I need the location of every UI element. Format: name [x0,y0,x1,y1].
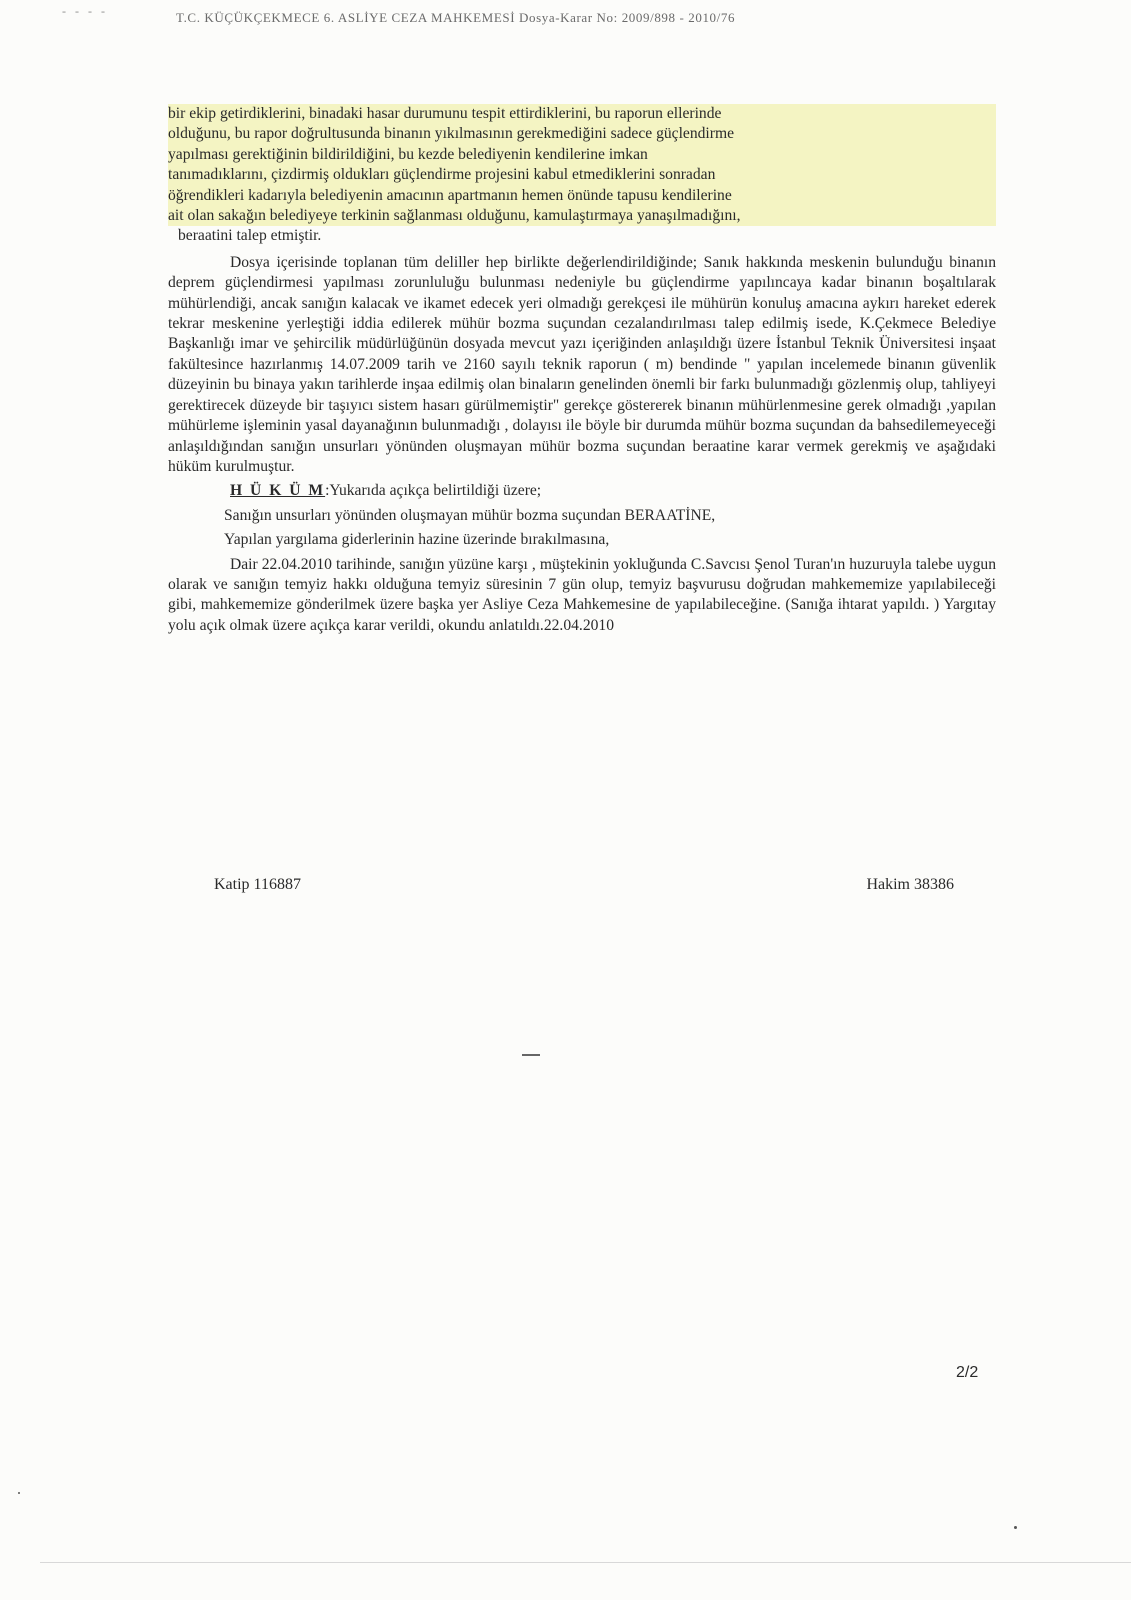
hukum-paragraph [168,481,996,501]
scan-corner-marks: - - - - [62,4,108,18]
scan-mark [522,1054,540,1056]
clerk-signature: Katip 116887 [214,876,301,893]
intro-line: tanımadıklarını, çizdirmiş oldukları güçlendirme projesini kabul etmediklerini sonradan [168,165,996,185]
hukum-text: :Yukarıda açıkça belirtildiği üzere; [325,482,542,500]
scan-speck [18,1492,20,1494]
document-header: T.C. KÜÇÜKÇEKMECE 6. ASLİYE CEZA MAHKEMESİ Dosya-Karar No: 2009/898 - 2010/76 [176,10,736,25]
intro-line: olduğunu, bu rapor doğrultusunda binanın yıkılmasının gerekmediğini sadece güçlendirme [168,124,996,144]
intro-paragraph [168,104,996,247]
intro-line: bir ekip getirdiklerini, binadaki hasar durumunu tespit ettirdiklerini, bu raporun ellerinde [168,104,996,124]
closing-paragraph: Dair 22.04.2010 tarihinde, sanığın yüzüne karşı , müştekinin yokluğunda C.Savcısı Şenol Turan'ın huzuruyla talebe uygun olarak ve sanığın temyiz hakkı olduğuna temyiz süresinin 7 gün olup, temyiz başvurusu doğrudan mahkememize yapılabileceği gibi, mahkememize gönderilmek üzere başka yer Asliye Ceza Mahkemesine de yapılabileceğine. (Sanığa ihtarat yapıldı. ) Yargıtay yolu açık olmak üzere açıkça karar verildi, okundu anlatıldı.22.04.2010 [168,555,996,634]
intro-line: öğrendikleri kadarıyla belediyenin amacının apartmanın hemen önünde tapusu kendilerine [168,186,996,206]
intro-line: ait olan sakağın belediyeye terkinin sağlanması olduğunu, kamulaştırmaya yanaşılmadığını, [168,206,996,226]
hukum-label: H Ü K Ü M [230,482,326,500]
document-body [168,104,996,636]
page-number: 2/2 [956,1364,979,1381]
intro-line: yapılması gerektiğinin bildirildiğini, bu kezde belediyenin kendilerine imkan [168,145,996,165]
verdict-acquittal: Sanığın unsurları yönünden oluşmayan mühür bozma suçundan BERAATİNE, [224,506,716,524]
intro-line: beraatini talep etmiştir. [178,227,322,245]
judge-signature: Hakim 38386 [866,876,954,893]
assessment-paragraph: Dosya içerisinde toplanan tüm deliller hep birlikte değerlendirildiğinde; Sanık hakkında meskenin bulunduğu binanın deprem güçlendirmesi yapılması zorunluluğu bulunması nedeniyle bu güçlendirme yapılıncaya kadar binanın boşaltılarak mühürlendiği, ancak sanığın kalacak ve ikamet edecek yeri olmadığı gerekçesi ile mühürün konuluş amacına aykırı hareket ederek tekrar meskenine yerleştiği iddia edilerek mühür bozma suçundan cezalandırılması talep edilmiş isede, K.Çekmece Belediye Başkanlığı imar ve şehircilik müdürlüğünün dosyada mevcut yazı içeriğinden anlaşıldığı üzere İstanbul Teknik Üniversitesi inşaat fakültesince hazırlanmış 14.07.2009 tarih ve 2160 sayılı teknik raporun ( m) bendinde " yapılan incelemede binanın güvenlik düzeyinin bu binaya yakın tarihlerde inşaa edilmiş olan binaların genelinden önemli bir farkı bulunmadığı gözlenmiş olup, tahliyeyi gerektirecek düzeyde bir taşıyıcı sistem hasarı gürülmemiştir" gerekçe göstererek binanın mühürlenmesine gerek olmadığı ,yapılan mühürleme işleminin yasal dayanağının bulunmadığı , dolayısı ile böyle bir durumda mühür bozma suçundan da bahsedilemeyeceği anlaşıldığından sanığın unsurları yönünden oluşmayan mühür bozma suçundan beraatine karar vermek gerekmiş ve aşağıdaki hüküm kurulmuştur. [168,253,996,475]
scan-edge-line [40,1562,1131,1563]
verdict-costs: Yapılan yargılama giderlerinin hazine üzerinde bırakılmasına, [224,531,610,549]
scan-speck [1014,1526,1017,1529]
